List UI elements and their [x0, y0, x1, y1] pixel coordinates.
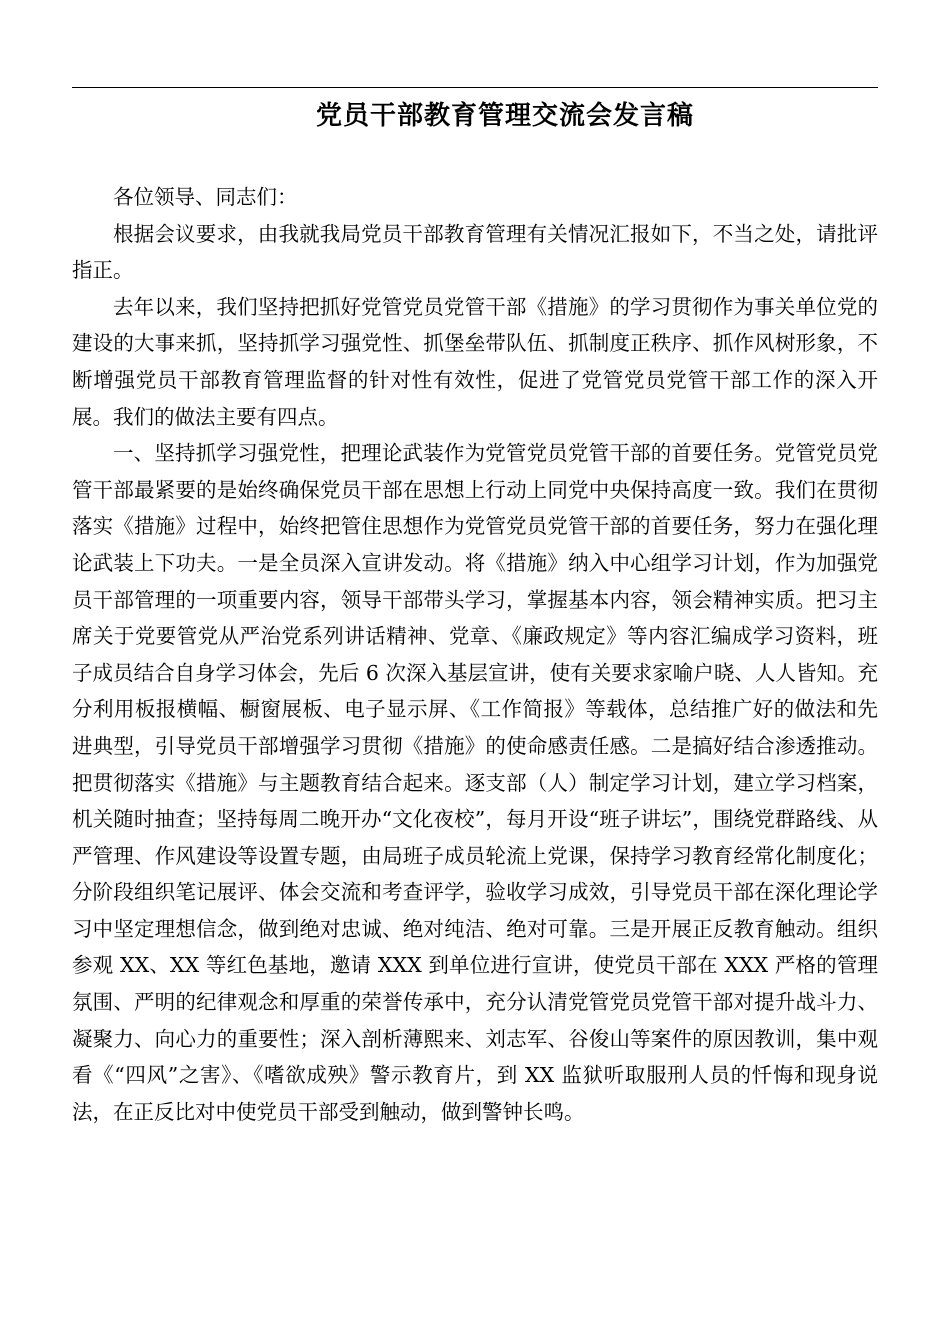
salutation: 各位领导、同志们：	[113, 185, 298, 209]
document-title: 党员干部教育管理交流会发言稿	[315, 101, 694, 131]
paragraph-section-one: 一、坚持抓学习强党性，把理论武装作为党管党员党管干部的首要任务。党管党员党管干部最紧要的是始终确保党员干部在思想上行动上同党中央保持高度一致。我们在贯彻落实《措施》过程中，始终把管住思想作为党管党员党管干部的首要任务，努力在强化理论武装上下功夫。一是全员深入宣讲发动。将《措施》纳入中心组学习计划，作为加强党员干部管理的一项重要内容，领导干部带头学习，掌握基本内容，领会精神实质。把习主席关于党要管党从严治党系列讲话精神、党章、《廉政规定》等内容汇编成学习资料，班子成员结合自身学习体会，先后 6 次深入基层宣讲，使有关要求家喻户晓、人人皆知。充分利用板报横幅、橱窗展板、电子显示屏、《工作简报》等载体，总结推广好的做法和先进典型，引导党员干部增强学习贯彻《措施》的使命感责任感。二是搞好结合渗透推动。把贯彻落实《措施》与主题教育结合起来。逐支部（人）制定学习计划，建立学习档案，机关随时抽查；坚持每周二晚开办“文化夜校”，每月开设“班子讲坛”，围绕党群路线、从严管理、作风建设等设置专题，由局班子成员轮流上党课，保持学习教育经常化制度化；分阶段组织笔记展评、体会交流和考查评学，验收学习成效，引导党员干部在深化理论学习中坚定理想信念，做到绝对忠诚、绝对纯洁、绝对可靠。三是开展正反教育触动。组织参观 XX、XX 等红色基地，邀请 XXX 到单位进行宣讲，使党员干部在 XXX 严格的管理氛围、严明的纪律观念和厚重的荣誉传承中，充分认清党管党员党管干部对提升战斗力、凝聚力、向心力的重要性；深入剖析薄熙来、刘志军、谷俊山等案件的原因教训，集中观看《“四风”之害》、《嗜欲成殃》警示教育片，到 XX 监狱听取服刑人员的忏悔和现身说法，在正反比对中使党员干部受到触动，做到警钟长鸣。	[72, 441, 878, 1124]
header-rule	[72, 87, 878, 88]
document-body	[72, 179, 878, 1130]
paragraph-overview: 去年以来，我们坚持把抓好党管党员党管干部《措施》的学习贯彻作为事关单位党的建设的大事来抓，坚持抓学习强党性、抓堡垒带队伍、抓制度正秩序、抓作风树形象，不断增强党员干部教育管理监督的针对性有效性，促进了党管党员党管干部工作的深入开展。我们的做法主要有四点。	[72, 294, 878, 429]
paragraph-intro: 根据会议要求，由我就我局党员干部教育管理有关情况汇报如下，不当之处，请批评指正。	[72, 221, 878, 283]
